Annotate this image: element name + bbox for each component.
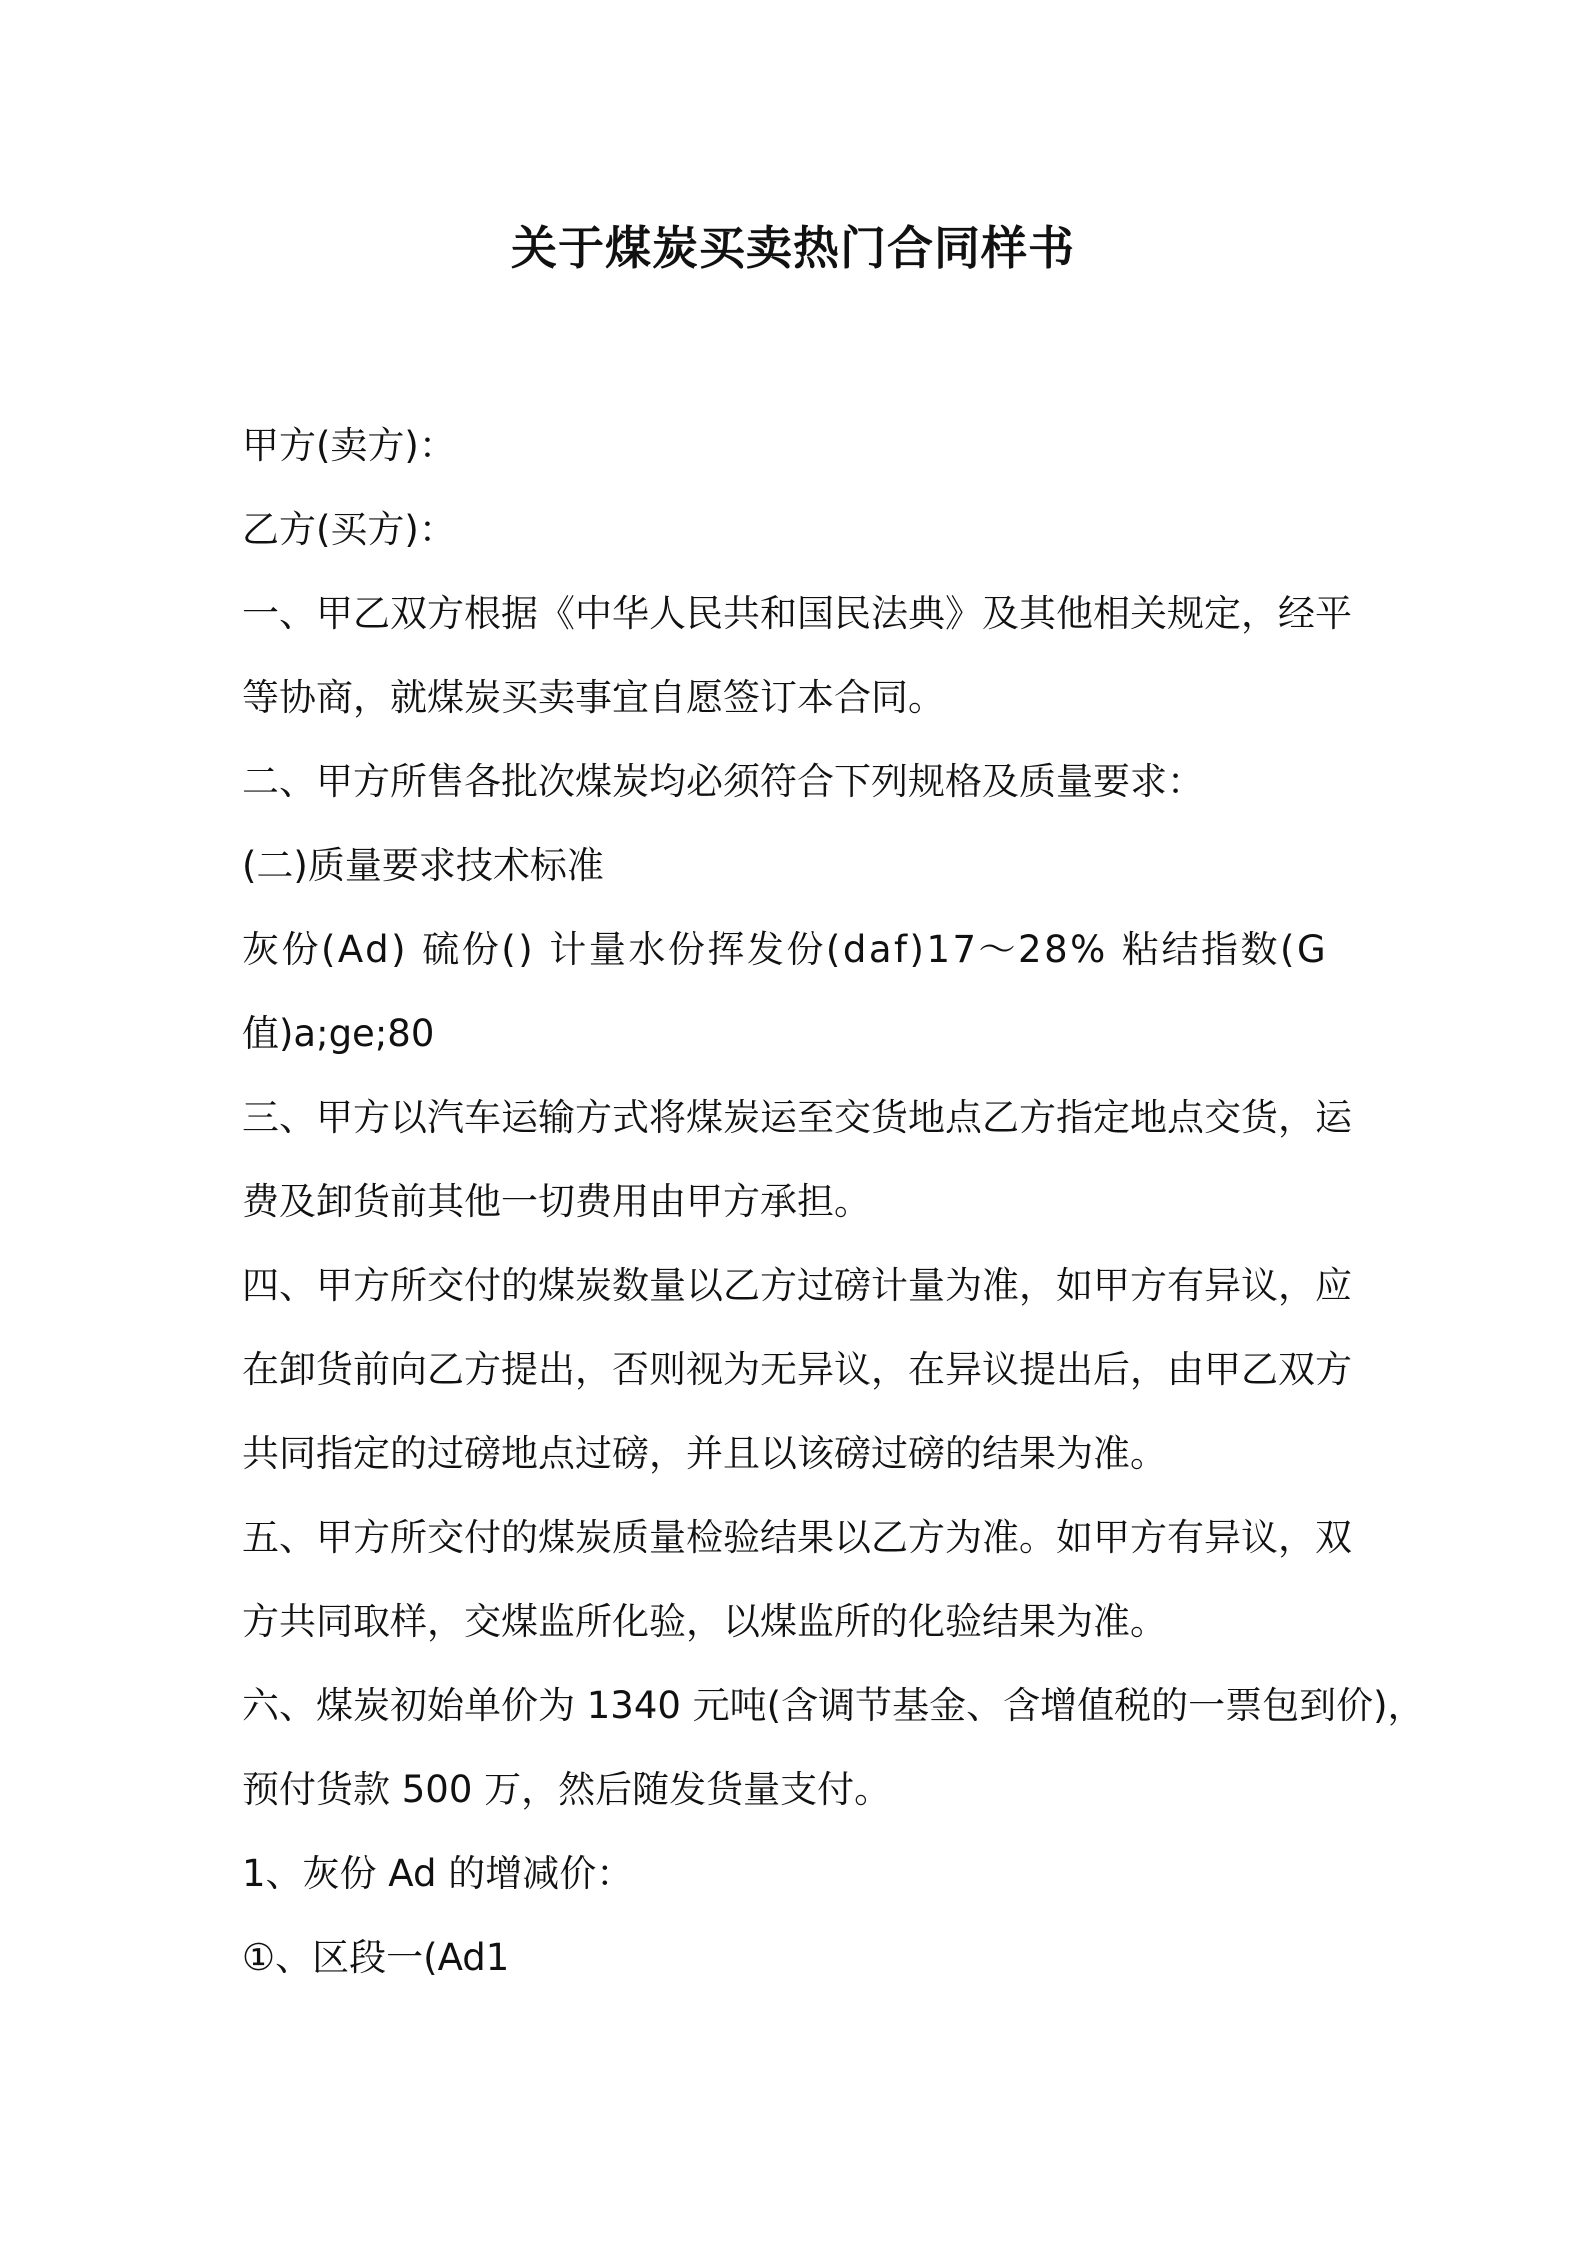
clause-2-line-1: 二、甲方所售各批次煤炭均必须符合下列规格及质量要求：: [242, 760, 1204, 803]
clause-6-line-2: 预付货款 500 万，然后随发货量支付。: [242, 1768, 892, 1811]
clause-4-line-2: 在卸货前向乙方提出，否则视为无异议，在异议提出后，由甲乙双方: [242, 1348, 1352, 1391]
clause-3-line-2: 费及卸货前其他一切费用由甲方承担。: [242, 1180, 871, 1223]
quality-spec-line-2: 值)a;ge;80: [242, 1012, 435, 1055]
clause-6-line-1: 六、煤炭初始单价为 1340 元吨(含调节基金、含增值税的一票包到价)，: [242, 1684, 1425, 1727]
party-a-line: 甲方(卖方)：: [242, 424, 456, 467]
clause-1-line-1: 一、甲乙双方根据《中华人民共和国民法典》及其他相关规定，经平: [242, 592, 1352, 635]
clause-4-line-3: 共同指定的过磅地点过磅，并且以该磅过磅的结果为准。: [242, 1432, 1167, 1475]
quality-spec-line-1: 灰份(Ad) 硫份() 计量水份挥发份(daf)17～28% 粘结指数(G: [242, 928, 1329, 971]
quality-standard-heading: (二)质量要求技术标准: [242, 844, 604, 887]
clause-5-line-2: 方共同取样，交煤监所化验，以煤监所的化验结果为准。: [242, 1600, 1167, 1643]
clause-4-line-1: 四、甲方所交付的煤炭数量以乙方过磅计量为准，如甲方有异议，应: [242, 1264, 1352, 1307]
party-b-line: 乙方(买方)：: [242, 508, 456, 551]
clause-5-line-1: 五、甲方所交付的煤炭质量检验结果以乙方为准。如甲方有异议，双: [242, 1516, 1352, 1559]
ash-price-heading: 1、灰份 Ad 的增减价：: [242, 1852, 634, 1895]
document-title: 关于煤炭买卖热门合同样书: [511, 221, 1075, 275]
clause-1-line-2: 等协商，就煤炭买卖事宜自愿签订本合同。: [242, 676, 945, 719]
ash-section-1: ①、区段一(Ad1: [242, 1936, 510, 1979]
document-body: [242, 404, 1425, 2000]
clause-3-line-1: 三、甲方以汽车运输方式将煤炭运至交货地点乙方指定地点交货，运: [242, 1096, 1352, 1139]
